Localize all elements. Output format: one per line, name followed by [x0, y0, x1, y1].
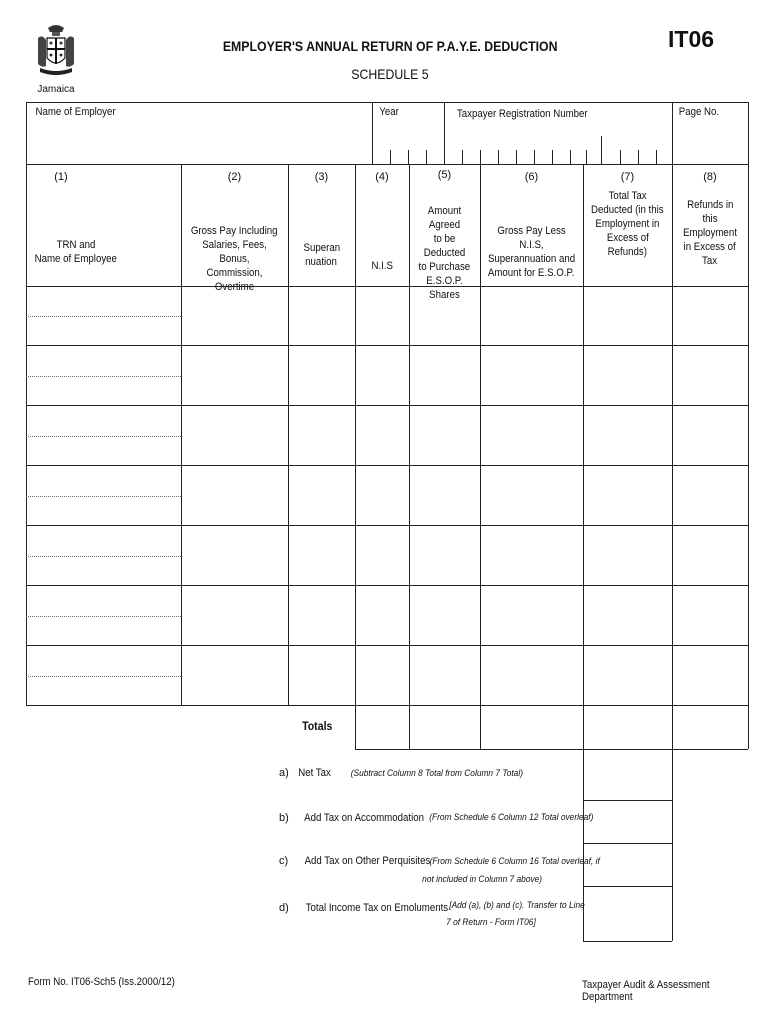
column-number: (8) [703, 171, 717, 183]
summary-letter: d) [279, 902, 289, 914]
net-tax-field[interactable] [584, 750, 671, 799]
totals-label: Totals [302, 719, 333, 733]
column-number: (1) [54, 171, 68, 183]
year-field[interactable] [374, 122, 442, 162]
column-label: Superan nuation [303, 242, 340, 268]
column-label: N.I.S [371, 260, 393, 272]
table-row[interactable] [27, 346, 747, 404]
country-label: Jamaica [37, 84, 75, 95]
totals-row[interactable] [356, 706, 748, 748]
schedule-subtitle: SCHEDULE 5 [351, 66, 429, 82]
summary-note: not included in Column 7 above) [422, 874, 543, 885]
employer-name-label: Name of Employer [35, 106, 116, 118]
coat-of-arms-icon [34, 22, 78, 86]
employer-name-field[interactable] [28, 122, 370, 162]
column-number: (2) [227, 171, 242, 183]
form-code: IT06 [668, 26, 715, 52]
summary-note: (Subtract Column 8 Total from Column 7 Total) [350, 768, 523, 779]
summary-letter: a) [279, 767, 289, 779]
trn-label: Taxpayer Registration Number [456, 108, 588, 120]
summary-note: (From Schedule 6 Column 12 Total overleaf) [429, 812, 594, 823]
table-row[interactable] [27, 466, 747, 524]
department-name: Taxpayer Audit & Assessment Department [582, 979, 710, 1003]
year-label: Year [379, 106, 399, 118]
table-row[interactable] [27, 586, 747, 644]
other-perquisites-tax-field[interactable] [584, 844, 671, 885]
accommodation-tax-field[interactable] [584, 801, 671, 842]
summary-note: (From Schedule 6 Column 16 Total overleaf, if [429, 856, 600, 867]
table-row[interactable] [27, 406, 747, 464]
summary-note: [Add (a), (b) and (c). Transfer to Line [449, 900, 585, 911]
summary-label: Net Tax [298, 767, 331, 779]
table-row[interactable] [27, 526, 747, 584]
column-number: (4) [375, 171, 389, 183]
table-row[interactable] [27, 287, 747, 344]
column-number: (7) [620, 171, 635, 183]
page-number-field[interactable] [674, 122, 746, 162]
column-label: Gross Pay Less N.I.S, Superannuation and Amount for E.S.O.P. [487, 225, 576, 279]
summary-label: Add Tax on Other Perquisites [304, 855, 431, 867]
column-label: Total Tax Deducted (in this Employment in Excess of Refunds) [591, 190, 664, 258]
column-label: TRN and Name of Employee [34, 239, 118, 265]
column-label: Amount Agreed to be Deducted to Purchase E.S.O.P. Shares [418, 205, 471, 301]
column-number: (5) [437, 169, 452, 181]
total-income-tax-field[interactable] [584, 887, 671, 940]
form-number: Form No. IT06-Sch5 (Iss.2000/12) [28, 976, 175, 988]
summary-letter: b) [279, 812, 289, 824]
summary-letter: c) [279, 855, 289, 867]
summary-note: 7 of Return - Form IT06] [446, 917, 536, 928]
column-label: Gross Pay Including Salaries, Fees, Bonus, Commission, Overtime [191, 225, 278, 293]
table-row[interactable] [27, 646, 747, 704]
page-number-label: Page No. [678, 106, 720, 118]
column-number: (6) [524, 171, 539, 183]
column-number: (3) [314, 171, 329, 183]
column-label: Refunds in this Employment in Excess of Tax [683, 199, 737, 267]
summary-label: Add Tax on Accommodation [304, 812, 425, 824]
trn-field[interactable] [446, 124, 670, 162]
summary-label: Total Income Tax on Emoluments [305, 902, 449, 914]
form-title: EMPLOYER'S ANNUAL RETURN OF P.A.Y.E. DEDUCTION [222, 38, 558, 54]
